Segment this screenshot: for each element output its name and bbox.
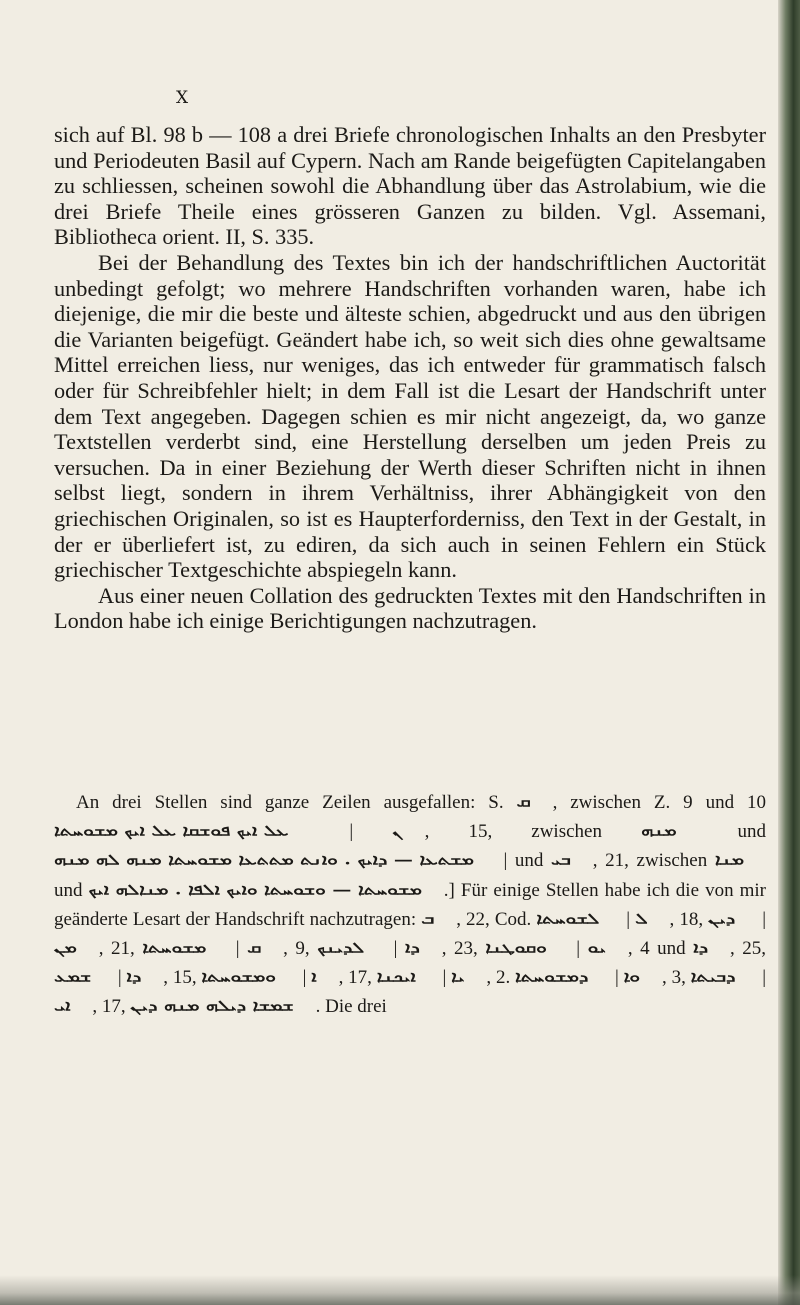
note-text: und — [54, 879, 89, 901]
syriac-word: ܡܫܘܚܬܐ — [142, 939, 207, 957]
note-text: , 15, zwischen — [424, 821, 642, 843]
note-text: An drei Stellen sind ganze Zeilen ausgefallen: S. — [76, 792, 517, 813]
note-text: | — [610, 967, 624, 989]
note-text: | — [310, 821, 393, 843]
syriac-word: ܡܢܐ — [714, 851, 744, 870]
syriac-word: ܡܫܘܚܬܐ — ܘܫܘܚܬܐ ܘܐܝܟ ܐܠܦܐ . ܡܢܐܠܗ ܐܝܟ — [88, 881, 422, 899]
syriac-word: ܒܝ — [551, 851, 571, 870]
note-text: , 9, — [283, 938, 318, 960]
note-text: | — [757, 967, 767, 989]
note-text: . Die drei — [315, 996, 387, 1018]
note-text: , 17, — [92, 996, 131, 1018]
syriac-word: ܥܠ ܐܝܟ ܦܘܫܩܐ ܥܠ ܐܝܟ ܡܫܘܚܬܐ — [54, 822, 289, 840]
note-text: | — [386, 938, 406, 960]
note-text: | — [757, 908, 766, 930]
syriac-word: ܩ — [516, 793, 531, 811]
syriac-word: ܡܫܬܥܐ — ܕܐܝܟ . ܘܐܢܬ ܡܬܬܥܐ ܡܫܘܚܬܐ ܡܢܗ ܠܗ ܡܢܗ — [54, 851, 474, 870]
syriac-word: ܠܕܝܢܟ — [317, 939, 365, 957]
syriac-word: ܐܝܟܢܐ — [376, 968, 416, 986]
syriac-word: ܡܢܗ — [641, 822, 677, 840]
syriac-word: ܝܘ — [587, 939, 606, 957]
syriac-word: ܢ — [392, 822, 403, 840]
corrections-note — [54, 788, 766, 1022]
note-text: | — [113, 967, 127, 989]
syriac-word: ܐ — [311, 968, 317, 986]
syriac-word: ܡܢ — [54, 939, 77, 957]
paragraph-2: Bei der Behandlung des Textes bin ich der handschriftlichen Auctorität unbedingt gefolgt; wo mehrere Handschriften vorhanden waren, habe ich diejenige, die mir die beste und älteste schien, abgedruckt und aus den übrigen die Varianten beigefügt. Geändert habe ich, so weit sich dies ohne gewaltsame Mittel erreichen liess, nur weniges, das ich entweder für grammatisch falsch oder für Schreibfehler hielt; in dem Fall ist die Lesart der Handschrift unter dem Text angegeben. Dagegen schien es mir nicht angezeigt, da, wo ganze Textstellen verderbt sind, eine Herstellung derselben um jeden Preis zu versuchen. Da in einer Beziehung der Werth dieser Schriften nicht in ihnen selbst liegt, sondern in ihrem Verhältniss, ihrer Abhängigkeit von den griechischen Originalen, so ist es Haupterforderniss, den Text in der Gestalt, in der er überliefert ist, zu ediren, da sich auch in seinen Fehlern ein Stück griechischer Textgeschichte abspiegeln kann. — [54, 249, 766, 583]
syriac-word: ܠ — [635, 910, 648, 928]
note-text: .] Für einige Stellen habe ich die von mir geänderte Lesart der Handschrift nachzutragen: — [54, 879, 766, 930]
syriac-word: ܕܐ — [126, 968, 142, 986]
note-text: und — [698, 821, 766, 843]
note-text: | — [568, 938, 588, 960]
note-text: | — [621, 908, 636, 930]
corrections-paragraph — [54, 788, 766, 1022]
syriac-word: ܘܡܫܘܚܬܐ — [201, 968, 276, 986]
syriac-word: ܩ — [247, 939, 262, 957]
syriac-word: ܘܐ — [623, 968, 640, 986]
note-text: , 22, Cod. — [456, 908, 537, 930]
note-text: , 21, — [98, 938, 143, 960]
syriac-word: ܕܝܢ — [708, 910, 736, 928]
note-text: | — [297, 967, 312, 989]
note-text: , 3, — [662, 967, 691, 989]
main-text — [54, 122, 766, 634]
syriac-word: ܕܒܝܬܐ — [690, 968, 736, 986]
paragraph-1: sich auf Bl. 98 b — 108 a drei Briefe chronologischen Inhalts an den Presbyter und Periodeuten Basil auf Cypern. Nach am Rande beigefügten Capitelangaben zu schliessen, scheinen sowohl die Abhandlung über das Astrolabium, wie die drei Briefe Theile eines grösseren Ganzen zu bilden. Vgl. Assemani, Bibliotheca orient. II, S. 335. — [54, 122, 766, 250]
book-spine-edge — [778, 0, 800, 1305]
syriac-word: ܫܡܫܐ ܕܝܠܗ ܡܢܗ ܕܝܢ — [130, 997, 294, 1016]
syriac-word: ܕܐ — [405, 939, 420, 957]
note-text: , 15, — [163, 967, 202, 989]
note-text: | — [437, 967, 452, 989]
paragraph-3: Aus einer neuen Collation des gedruckten Textes mit den Handschriften in London habe ich einige Berichtigungen nachzutragen. — [54, 582, 766, 634]
note-text: , 23, — [441, 938, 486, 960]
note-text: , 4 und — [627, 938, 694, 960]
note-text: | — [228, 938, 248, 960]
syriac-word: ܐܝ — [54, 997, 71, 1016]
note-text: , zwischen Z. 9 und 10 — [552, 792, 766, 813]
page-bottom-shadow — [0, 1275, 800, 1305]
note-text: , 21, zwischen — [592, 850, 715, 872]
note-text: | und — [495, 850, 552, 872]
note-text: , 17, — [338, 967, 377, 989]
note-text: , 25, — [729, 938, 767, 960]
note-text: , 2. — [486, 967, 516, 989]
page-number: X — [176, 88, 190, 108]
note-text: , 18, — [669, 908, 709, 930]
syriac-word: ܝܐ — [451, 968, 465, 986]
syriac-word: ܫܡܥ — [54, 968, 92, 986]
syriac-word: ܒ — [421, 910, 435, 928]
syriac-word: ܕܐ — [693, 939, 708, 957]
syriac-word: ܠܫܘܚܬܐ — [536, 910, 600, 928]
syriac-word: ܘܩܘܛܢܐ — [485, 939, 547, 957]
syriac-word: ܕܡܫܘܚܬܐ — [515, 968, 589, 986]
